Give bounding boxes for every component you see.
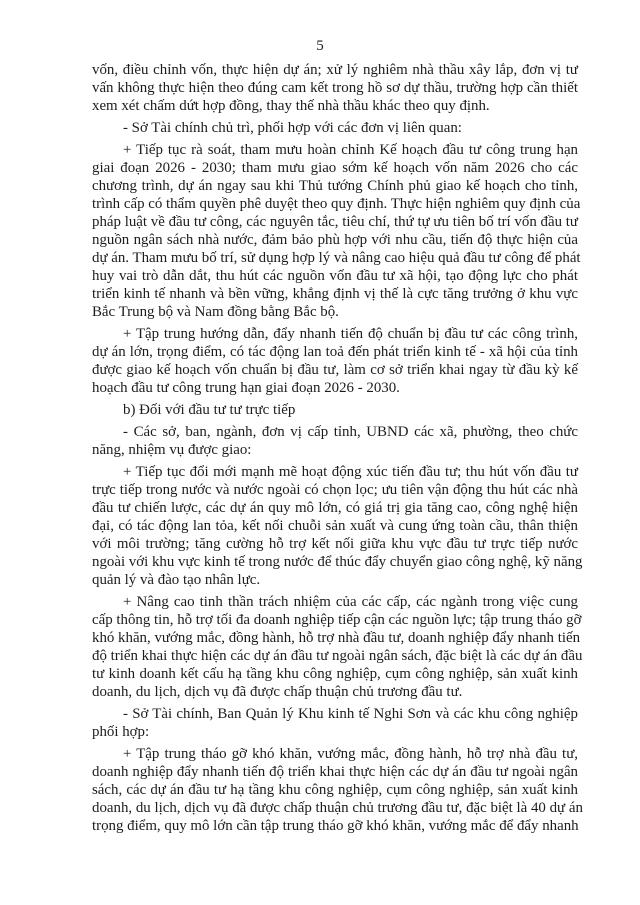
text-line: + Tiếp tục đổi mới mạnh mẽ hoạt động xúc tiến đầu tư; thu hút vốn đầu tư — [123, 464, 578, 480]
text-line: đầu tư chiến lược, các dự án quy mô lớn, có giá trị gia tăng cao, công nghệ hiện — [92, 500, 578, 516]
text-line: ngoài với khu vực kinh tế trong nước để thúc đẩy chuyển giao công nghệ, kỹ năng — [92, 554, 583, 570]
paragraph-continuation — [92, 61, 578, 115]
text-line: + Tập trung hướng dẫn, đẩy nhanh tiến độ chuẩn bị đầu tư các công trình, — [123, 326, 578, 342]
text-line: giai đoạn 2026 - 2030; tham mưu giao sớm kế hoạch vốn năm 2026 cho các — [92, 160, 578, 176]
paragraph-so-tai-chinh-bql — [92, 705, 578, 741]
text-line: + Tiếp tục rà soát, tham mưu hoàn chỉnh Kế hoạch đầu tư công trung hạn — [123, 142, 578, 158]
page-number: 5 — [316, 38, 324, 54]
text-line: quản lý và đào tạo nhân lực. — [92, 572, 261, 588]
text-line: b) Đối với đầu tư tư trực tiếp — [123, 402, 296, 418]
text-line: triển kinh tế nhanh và bền vững, khẳng định vị thế là cực tăng trưởng ở khu vực — [92, 286, 578, 302]
text-line: sách, các dự án đầu tư hạ tầng khu công nghiệp, cụm công nghiệp, sản xuất kinh — [92, 782, 578, 798]
paragraph-tap-trung-huong-dan — [92, 325, 578, 397]
text-line: vấn không thực hiện theo đúng cam kết trong hồ sơ dự thầu, trường hợp cần thiết — [92, 80, 578, 96]
text-line: khó khăn, vướng mắc, đồng hành, hỗ trợ nhà đầu tư, doanh nghiệp đẩy nhanh tiến — [92, 630, 581, 646]
text-line: pháp luật về đầu tư công, các nguyên tắc, tiêu chí, thứ tự ưu tiên bố trí vốn đầu tư — [92, 214, 578, 230]
text-line: dự án. Tham mưu bố trí, sử dụng hợp lý và nâng cao hiệu quả đầu tư công để phát — [92, 250, 581, 266]
paragraph-heading-b — [92, 401, 578, 419]
text-line: độ triển khai thực hiện các dự án đầu tư ngoài ngân sách, đặc biệt là các dự án đầu — [92, 648, 583, 664]
text-line: tư kinh doanh kết cấu hạ tầng khu công nghiệp, cụm công nghiệp, sản xuất kinh — [92, 666, 578, 682]
text-line: vốn, điều chỉnh vốn, thực hiện dự án; xử lý nghiêm nhà thầu xây lắp, đơn vị tư — [92, 62, 578, 78]
paragraph-nang-cao-tinh-than — [92, 593, 583, 701]
text-line: + Nâng cao tinh thần trách nhiệm của các cấp, các ngành trong việc cung — [123, 594, 578, 610]
text-line: cấp thông tin, hỗ trợ tối đa doanh nghiệp tiếp cận các nguồn lực; tập trung tháo gỡ — [92, 612, 582, 628]
text-line: phối hợp: — [92, 724, 150, 740]
text-line: doanh, du lịch, dịch vụ đã được chấp thuận chủ trương đầu tư. — [92, 684, 463, 700]
text-line: - Sở Tài chính chủ trì, phối hợp với các đơn vị liên quan: — [123, 120, 462, 136]
paragraph-cac-so-ban-nganh — [92, 423, 578, 459]
text-line: dự án lớn, trọng điểm, có tác động lan toả đến phát triển kinh tế - xã hội của tỉnh — [92, 344, 578, 360]
text-line: trọng điểm, quy mô lớn cần tập trung tháo gỡ khó khăn, vướng mắc để đẩy nhanh — [92, 818, 579, 834]
text-line: doanh nghiệp đẩy nhanh tiến độ triển khai thực hiện các dự án đầu tư ngoài ngân — [92, 764, 578, 780]
text-line: xem xét chấm dứt hợp đồng, thay thế nhà thầu khác theo quy định. — [92, 98, 490, 114]
text-line: trực tiếp trong nước và nước ngoài có chọn lọc; ưu tiên vận động thu hút các nhà — [92, 482, 578, 498]
paragraph-tiep-tuc-ra-soat — [92, 141, 581, 321]
text-line: Bắc Trung bộ và Nam đồng bằng Bắc bộ. — [92, 304, 339, 320]
text-line: doanh, du lịch, dịch vụ đã được chấp thuận chủ trương đầu tư, đặc biệt là 40 dự án — [92, 800, 583, 816]
text-line: chương trình, dự án ngay sau khi Thủ tướng Chính phủ giao kế hoạch cho tỉnh, — [92, 178, 578, 194]
text-line: hoạch đầu tư công trung hạn giai đoạn 2026 - 2030. — [92, 380, 400, 396]
paragraph-tap-trung-thao-go — [92, 745, 583, 835]
text-line: được giao kế hoạch vốn chuẩn bị đầu tư, làm cơ sở triển khai ngay từ đầu kỳ kế — [92, 362, 578, 378]
text-line: - Các sở, ban, ngành, đơn vị cấp tỉnh, UBND các xã, phường, theo chức — [123, 424, 578, 440]
paragraph-so-tai-chinh-chu-tri — [92, 119, 578, 137]
text-line: trình cấp có thẩm quyền phê duyệt theo quy định. Thực hiện nghiêm quy định của — [92, 196, 581, 212]
document-body — [92, 61, 583, 835]
text-line: nguồn ngân sách nhà nước, đảm bảo phù hợp với nhu cầu, tiến độ thực hiện của — [92, 232, 578, 248]
text-line: năng, nhiệm vụ được giao: — [92, 442, 252, 458]
text-line: đại, có tác động lan tỏa, kết nối chuỗi sản xuất và cung ứng toàn cầu, thân thiện — [92, 518, 578, 534]
paragraph-tiep-tuc-doi-moi — [92, 463, 583, 589]
text-line: - Sở Tài chính, Ban Quản lý Khu kinh tế Nghi Sơn và các khu công nghiệp — [123, 706, 578, 722]
text-line: với môi trường; tăng cường hỗ trợ kết nối giữa khu vực đầu tư trực tiếp nước — [92, 536, 578, 552]
text-line: huy vai trò dẫn dắt, thu hút các nguồn vốn đầu tư xã hội, tạo động lực cho phát — [92, 268, 578, 284]
text-line: + Tập trung tháo gỡ khó khăn, vướng mắc, đồng hành, hỗ trợ nhà đầu tư, — [123, 746, 578, 762]
